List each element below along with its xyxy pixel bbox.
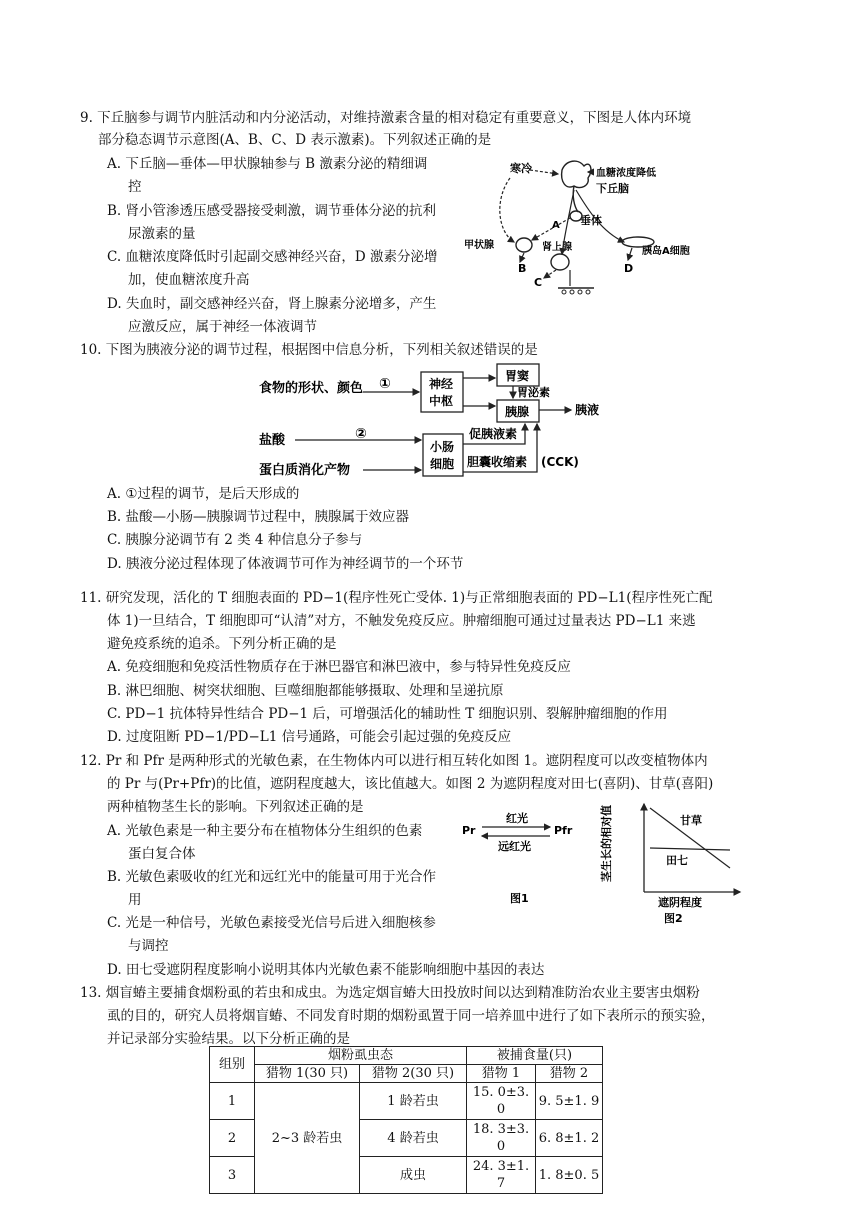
cell-group: 1 [210, 1083, 255, 1120]
label-far-red-light: 远红光 [498, 840, 531, 853]
q10-option-a: A. ①过程的调节，是后天形成的 [107, 486, 300, 502]
adrenal-icon [551, 254, 569, 270]
q11-option-d: D. 过度阻断 PD−1/PD−L1 信号通路，可能会引起过强的免疫反应 [107, 729, 512, 745]
label-neural-center-1: 神经 [429, 377, 454, 391]
hypothalamus-icon [562, 161, 591, 188]
q9-stem-line2: 部分稳态调节示意图(A、B、C、D 表示激素)。下列叙述正确的是 [98, 132, 492, 148]
label-red-light: 红光 [506, 812, 528, 825]
q10-option-c: C. 胰腺分泌调节有 2 类 4 种信息分子参与 [107, 532, 363, 548]
label-cck-abbr: (CCK) [541, 455, 579, 469]
q12-stem-line1: 12. Pr 和 Pfr 是两种形式的光敏色素，在生物体内可以进行相互转化如图 1。遮阴程度可以改变植物体内 [80, 753, 708, 769]
label-cold: 寒冷 [510, 162, 532, 175]
q12-option-a: A. 光敏色素是一种主要分布在植物体分生组织的色素 [107, 823, 423, 839]
label-intestine-2: 细胞 [430, 457, 455, 471]
cell-prey1-stage: 2~3 龄若虫 [255, 1083, 360, 1194]
label-hormone-c: C [534, 276, 543, 289]
header-whitefly-stage: 烟粉虱虫态 [255, 1047, 467, 1065]
label-secretin: 促胰液素 [469, 427, 518, 441]
q13-stem-line1: 13. 烟盲蝽主要捕食烟粉虱的若虫和成虫。为选定烟盲蝽大田投放时间以达到精准防治农业主要害虫烟粉 [80, 985, 700, 1001]
cell-eaten-prey1-line2: 0 [496, 1102, 506, 1117]
q12-option-b: B. 光敏色素吸收的红光和远红光中的能量可用于光合作 [107, 869, 437, 885]
figure2-label: 图2 [664, 912, 683, 925]
q11-stem-line1: 11. 研究发现，活化的 T 细胞表面的 PD−1(程序性死亡受体. 1)与正常细胞表面的 PD−L1(程序性死亡配 [80, 590, 713, 606]
cell-prey2-stage: 成虫 [360, 1157, 467, 1194]
label-thyroid: 甲状腺 [464, 240, 494, 251]
q9-option-d-cont: 应激反应，属于神经一体液调节 [128, 319, 317, 335]
pituitary-stalk-icon [573, 186, 578, 212]
cell-eaten-prey1 [467, 1120, 536, 1157]
header-eaten-prey1: 猎物 1 [467, 1065, 536, 1083]
q10-option-d: D. 胰液分泌过程体现了体液调节可作为神经调节的一个环节 [107, 556, 464, 572]
header-eaten-count: 被捕食量(只) [467, 1047, 603, 1065]
q9-option-a-cont: 控 [128, 179, 142, 195]
q13-experiment-table [209, 1046, 603, 1194]
q11-option-b: B. 淋巴细胞、树突状细胞、巨噬细胞都能够摄取、处理和呈递抗原 [107, 683, 504, 699]
q10-option-b: B. 盐酸—小肠—胰腺调节过程中，胰腺属于效应器 [107, 509, 410, 525]
label-step-2: ② [355, 426, 367, 442]
islet-icon [622, 237, 654, 247]
q13-stem-line2: 虱的目的，研究人员将烟盲蝽、不同发育时期的烟粉虱置于同一培养皿中进行了如下表所示的预实验， [107, 1008, 715, 1024]
series-line-tianqi [650, 848, 730, 850]
q9-option-b: B. 肾小管渗透压感受器接受刺激，调节垂体分泌的抗利 [107, 203, 437, 219]
label-pancreas: 胰腺 [505, 405, 530, 419]
label-islet-a-cell: 胰岛A细胞 [642, 246, 690, 257]
label-gastrin: 胃泌素 [517, 386, 550, 399]
q11-stem-line2: 体 1)一旦结合，T 细胞即可“认清”对方，不触发免疫反应。肿瘤细胞可通过过量表达 PD−L1 来逃 [107, 613, 696, 629]
q11-option-c: C. PD−1 抗体特异性结合 PD−1 后，可增强活化的辅助性 T 细胞识别、裂解肿瘤细胞的作用 [107, 706, 668, 722]
cell-eaten-prey1-line1: 24. 3±1. [472, 1159, 530, 1174]
label-hypothalamus: 下丘脑 [596, 182, 629, 195]
q9-regulation-diagram [462, 150, 702, 300]
label-glucose-drop: 血糖浓度降低 [596, 168, 656, 179]
cell-eaten-prey2: 9. 5±1. 9 [536, 1083, 603, 1120]
q12-figure1-phytochrome [458, 808, 588, 908]
q12-option-c-cont: 与调控 [128, 938, 169, 954]
cell-eaten-prey1-line2: 0 [496, 1139, 506, 1154]
label-hormone-a: A [552, 220, 560, 231]
q10-stem: 10. 下图为胰液分泌的调节过程，根据图中信息分析，下列相关叙述错误的是 [80, 342, 538, 358]
chart-x-label: 遮阴程度 [658, 896, 702, 909]
q12-option-d: D. 田七受遮阴程度影响小说明其体内光敏色素不能影响细胞中基因的表达 [107, 962, 545, 978]
cell-eaten-prey1-line1: 18. 3±3. [472, 1122, 530, 1137]
label-step-1: ① [379, 376, 391, 392]
cell-prey2-stage: 4 龄若虫 [360, 1120, 467, 1157]
label-stomach: 胃窦 [505, 369, 530, 383]
cell-eaten-prey1-line1: 15. 0±3. [472, 1085, 530, 1100]
q9-option-b-cont: 尿激素的量 [128, 226, 196, 242]
thyroid-icon [516, 238, 532, 252]
label-cck: 胆囊收缩素 [467, 455, 528, 469]
label-pfr: Pfr [554, 824, 573, 837]
q9-option-a: A. 下丘脑—垂体—甲状腺轴参与 B 激素分泌的精细调 [107, 156, 428, 172]
q9-option-c-cont: 加，使血糖浓度升高 [128, 272, 250, 288]
header-group: 组别 [210, 1047, 255, 1083]
q12-stem-line2: 的 Pr 与(Pr+Pfr)的比值，遮阴程度越大，该比值越大。如图 2 为遮阴程度对田七(喜阴)、甘草(喜阳) [107, 776, 714, 792]
series-label-gancao: 甘草 [680, 814, 702, 827]
q13-stem-line3: 并记录部分实验结果。以下分析正确的是 [107, 1031, 350, 1047]
q9-option-d: D. 失血时，副交感神经兴奋，肾上腺素分泌增多，产生 [107, 296, 437, 312]
cell-eaten-prey1 [467, 1083, 536, 1120]
cell-eaten-prey1-line2: 7 [496, 1176, 506, 1191]
q11-stem-line3: 避免疫系统的追杀。下列分析正确的是 [107, 636, 337, 652]
q12-stem-line3: 两种植物茎生长的影响。下列叙述正确的是 [107, 799, 364, 815]
header-prey2: 猎物 2(30 只) [360, 1065, 467, 1083]
chart-y-label: 茎生长的相对值 [600, 805, 613, 882]
label-hormone-b: B [518, 262, 527, 275]
q12-option-a-cont: 蛋白复合体 [128, 846, 196, 862]
q10-pancreas-diagram [255, 362, 615, 480]
label-food-shape-color: 食物的形状、颜色 [259, 381, 364, 396]
cell-eaten-prey2: 1. 8±0. 5 [536, 1157, 603, 1194]
label-neural-center-2: 中枢 [429, 394, 454, 408]
header-eaten-prey2: 猎物 2 [536, 1065, 603, 1083]
table-row [210, 1083, 603, 1120]
cell-prey2-stage: 1 龄若虫 [360, 1083, 467, 1120]
label-adrenal: 肾上腺 [542, 242, 572, 253]
label-pancreatic-juice: 胰液 [575, 403, 600, 417]
label-intestine-1: 小肠 [430, 440, 455, 454]
q9-stem-line1: 9. 下丘脑参与调节内脏活动和内分泌活动，对维持激素含量的相对稳定有重要意义，下图是人体内环境 [80, 110, 692, 126]
cell-eaten-prey2: 6. 8±1. 2 [536, 1120, 603, 1157]
cell-group: 3 [210, 1157, 255, 1194]
figure1-label: 图1 [510, 892, 529, 905]
label-pituitary: 垂体 [580, 214, 602, 227]
cell-eaten-prey1 [467, 1157, 536, 1194]
q12-figure2-chart [600, 798, 760, 928]
q9-option-c: C. 血糖浓度降低时引起副交感神经兴奋，D 激素分泌增 [107, 249, 438, 265]
label-pr: Pr [462, 824, 476, 837]
cell-group: 2 [210, 1120, 255, 1157]
q12-option-b-cont: 用 [128, 892, 142, 908]
label-hormone-d: D [624, 262, 634, 275]
q11-option-a: A. 免疫细胞和免疫活性物质存在于淋巴器官和淋巴液中，参与特异性免疫反应 [107, 659, 571, 675]
label-protein-products: 蛋白质消化产物 [259, 463, 351, 478]
series-label-tianqi: 田七 [666, 854, 688, 867]
header-prey1: 猎物 1(30 只) [255, 1065, 360, 1083]
q12-option-c: C. 光是一种信号，光敏色素接受光信号后进入细胞核参 [107, 915, 436, 931]
label-hcl: 盐酸 [259, 433, 286, 448]
